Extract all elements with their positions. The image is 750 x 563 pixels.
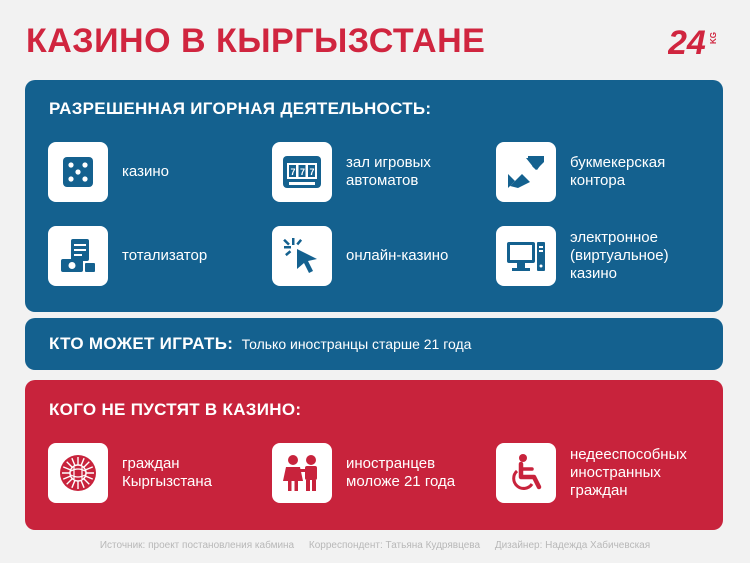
svg-text:7: 7 (290, 167, 296, 177)
who-value: Только иностранцы старше 21 года (241, 336, 472, 352)
svg-text:7: 7 (300, 167, 306, 177)
allowed-item-label: казино (122, 163, 169, 180)
children-icon (272, 443, 332, 503)
who-can-play-panel (25, 318, 723, 370)
logo (668, 22, 724, 62)
kyrgyz-flag-icon (48, 443, 108, 503)
denied-item-minors (272, 443, 486, 503)
dice-icon (48, 142, 108, 202)
page-title: КАЗИНО В КЫРГЫЗСТАНЕ (26, 22, 486, 60)
allowed-item-casino (48, 142, 262, 202)
footer-source: Источник: проект постановления кабмина (99, 540, 295, 551)
allowed-activity-panel (25, 80, 723, 312)
logo-suffix: KG (709, 32, 718, 44)
allowed-item-virtual (496, 226, 710, 286)
denied-item-label: граждан Кыргызстана (122, 455, 212, 490)
denied-panel (25, 380, 723, 530)
tote-money-icon (48, 226, 108, 286)
allowed-item-label: тотализатор (122, 247, 208, 264)
who-can-play-row (49, 334, 471, 354)
allowed-item-label: онлайн-казино (346, 247, 449, 264)
footer-correspondent: Корреспондент: Татьяна Кудрявцева (308, 540, 481, 551)
allowed-item-label: букмекерская контора (570, 154, 666, 189)
slot-machine-icon (272, 142, 332, 202)
computer-icon (496, 226, 556, 286)
denied-item-label: иностранцев моложе 21 года (346, 455, 456, 490)
allowed-item-online (272, 226, 486, 286)
footer-credits (0, 540, 750, 551)
denied-item-citizens (48, 443, 262, 503)
denied-item-label: недееспособных иностранных граждан (570, 446, 687, 499)
allowed-heading: РАЗРЕШЕННАЯ ИГОРНАЯ ДЕЯТЕЛЬНОСТЬ: (49, 99, 432, 118)
exchange-arrows-icon (496, 142, 556, 202)
logo-number: 24 (668, 24, 706, 62)
wheelchair-icon (496, 443, 556, 503)
allowed-item-bookmaker (496, 142, 710, 202)
allowed-item-tote (48, 226, 262, 286)
cursor-click-icon (272, 226, 332, 286)
footer-designer: Дизайнер: Надежда Хабичевская (494, 540, 651, 551)
svg-text:7: 7 (309, 167, 315, 177)
who-heading: КТО МОЖЕТ ИГРАТЬ: (49, 334, 234, 353)
denied-heading: КОГО НЕ ПУСТЯТ В КАЗИНО: (49, 400, 302, 419)
allowed-item-label: зал игровых автоматов (346, 154, 431, 189)
logo-24kg-icon (668, 22, 724, 62)
denied-item-incapacitated (496, 443, 710, 503)
allowed-item-slots (272, 142, 486, 202)
allowed-item-label: электронное (виртуальное) казино (570, 229, 669, 282)
